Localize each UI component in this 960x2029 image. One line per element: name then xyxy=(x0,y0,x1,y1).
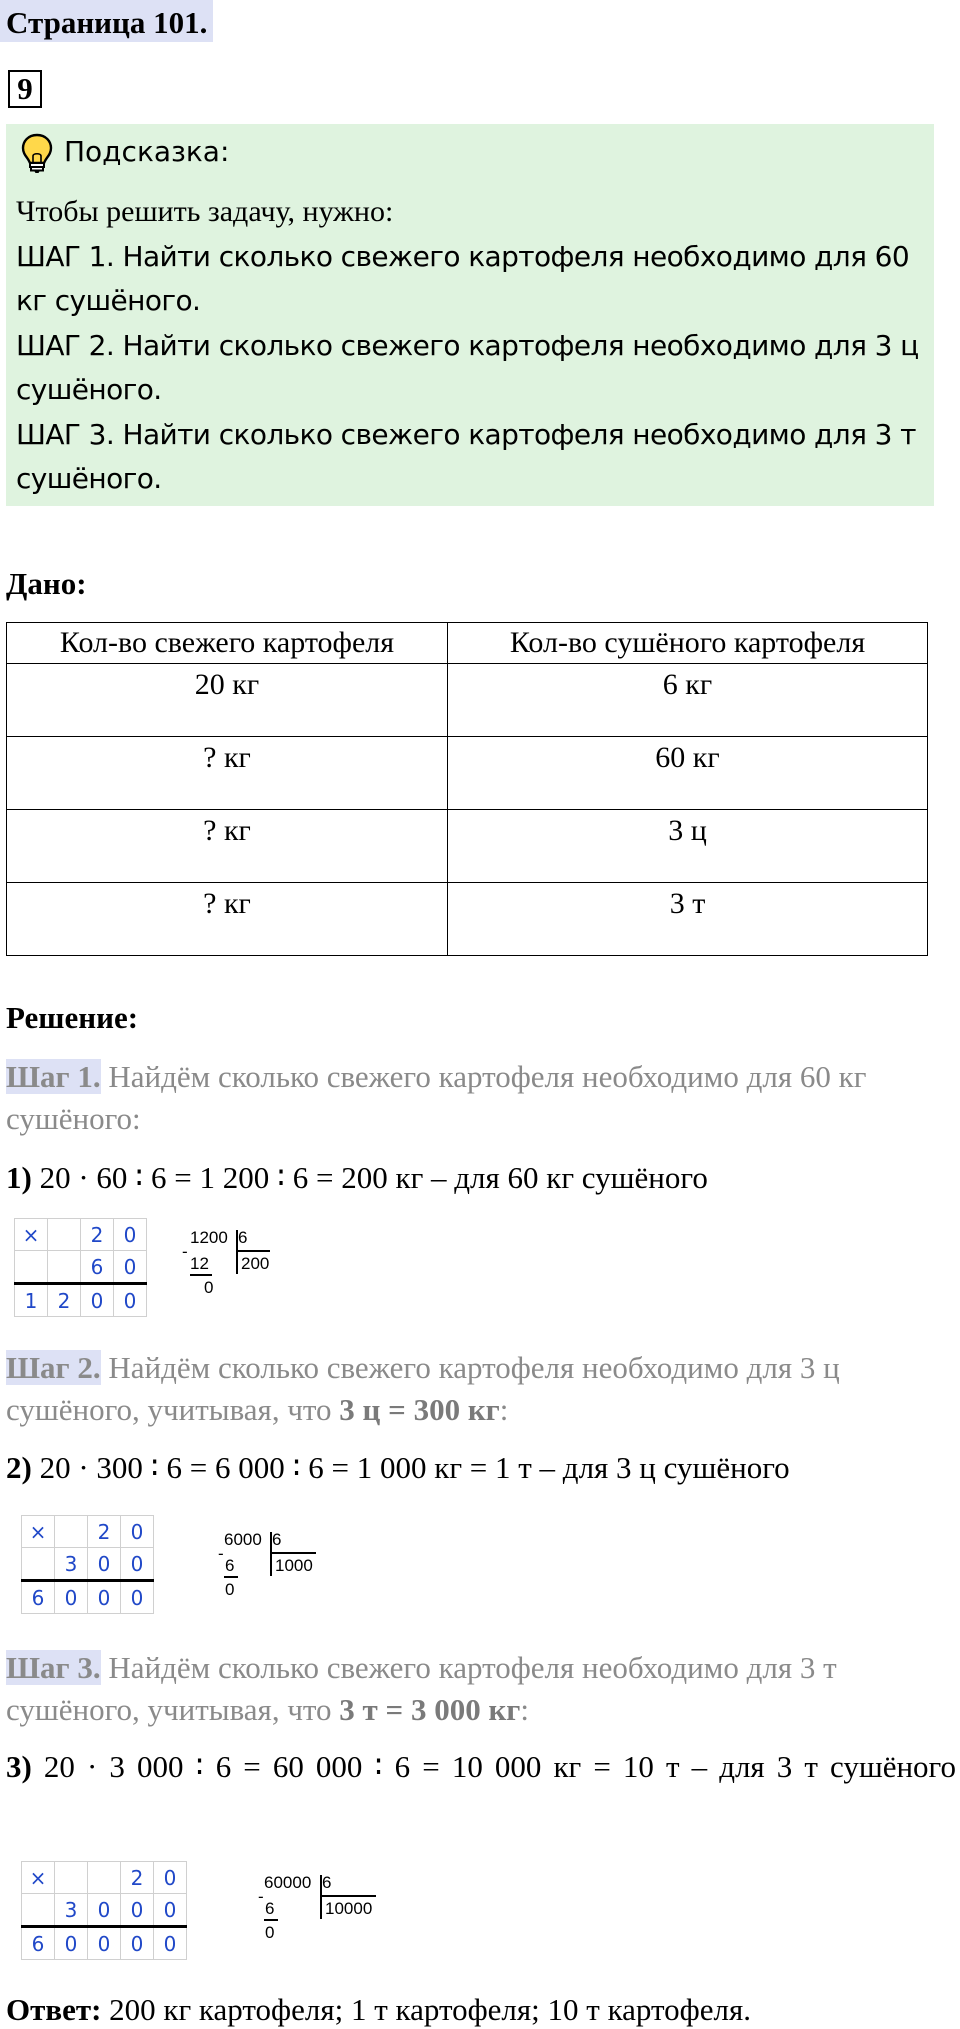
grid-cell xyxy=(55,1862,88,1894)
grid-cell: 2 xyxy=(81,1219,114,1251)
grid-cell: 0 xyxy=(154,1894,187,1927)
table-cell: 3 т xyxy=(448,883,928,956)
given-table xyxy=(6,622,928,956)
division-bracket-line xyxy=(320,1875,322,1919)
calc-expression: 20 · 60 ∶ 6 = 1 200 ∶ 6 = 200 кг – для 60 кг сушёного xyxy=(31,1160,708,1195)
calc-number: 1) xyxy=(6,1160,32,1195)
division-dividend: 60000 xyxy=(264,1873,312,1892)
solution-heading: Решение: xyxy=(6,1000,139,1035)
grid-cell: 0 xyxy=(114,1251,147,1284)
step-label: Шаг 1. xyxy=(6,1059,101,1094)
grid-cell: 0 xyxy=(88,1548,121,1581)
grid-cell: 0 xyxy=(88,1581,121,1614)
table-cell: 60 кг xyxy=(448,737,928,810)
answer-label: Ответ: xyxy=(6,1992,102,2027)
solution-step-2-text xyxy=(6,1347,956,1431)
calc-number: 2) xyxy=(6,1450,32,1485)
grid-cell: 3 xyxy=(55,1548,88,1581)
grid-cell: 0 xyxy=(55,1927,88,1960)
hint-step xyxy=(16,324,926,413)
table-cell: 20 кг xyxy=(7,664,448,737)
grid-cell: × xyxy=(15,1219,48,1251)
minus-sign: - xyxy=(182,1242,188,1261)
grid-cell: × xyxy=(22,1516,55,1548)
division-bracket-line xyxy=(270,1552,316,1554)
division-underline xyxy=(224,1576,238,1578)
page-title: Страница 101. xyxy=(0,0,213,42)
multiplication-grid xyxy=(21,1861,187,1960)
division-bracket-line xyxy=(320,1895,376,1897)
grid-cell: 0 xyxy=(154,1862,187,1894)
grid-cell: 0 xyxy=(121,1927,154,1960)
task-number: 9 xyxy=(8,70,42,108)
table-row xyxy=(7,664,928,737)
step-conversion: 3 т = 3 000 кг xyxy=(339,1692,521,1727)
grid-cell: 6 xyxy=(81,1251,114,1284)
minus-sign: - xyxy=(218,1544,224,1563)
grid-cell: 0 xyxy=(55,1581,88,1614)
division-dividend: 1200 xyxy=(190,1228,228,1247)
table-row xyxy=(7,737,928,810)
grid-cell: 0 xyxy=(154,1927,187,1960)
grid-cell: 0 xyxy=(88,1894,121,1927)
division-quotient: 10000 xyxy=(325,1899,373,1918)
table-cell: ? кг xyxy=(7,883,448,956)
division-subtrahend: 12 xyxy=(190,1254,209,1273)
table-cell: ? кг xyxy=(7,810,448,883)
calc-expression: 20 · 3 000 ∶ 6 = 60 000 ∶ 6 = 10 000 кг = 10 т – для 3 т сушёного xyxy=(31,1749,956,1784)
division-underline xyxy=(190,1274,212,1276)
division-subtrahend: 6 xyxy=(265,1899,275,1918)
step-conversion: 3 ц = 300 кг xyxy=(339,1392,500,1427)
solution-step-3-text xyxy=(6,1647,956,1731)
grid-cell: 0 xyxy=(121,1548,154,1581)
grid-cell xyxy=(48,1251,81,1284)
given-heading: Дано: xyxy=(6,566,87,601)
division-divisor: 6 xyxy=(272,1530,282,1549)
grid-cell: 0 xyxy=(121,1516,154,1548)
hint-box xyxy=(6,124,934,506)
hint-step xyxy=(16,235,926,324)
grid-cell xyxy=(55,1516,88,1548)
division-quotient: 1000 xyxy=(275,1556,313,1575)
hint-intro: Чтобы решить задачу, нужно: xyxy=(16,195,394,228)
grid-cell xyxy=(22,1548,55,1581)
lightbulb-icon xyxy=(20,132,54,174)
table-header-row xyxy=(7,623,928,664)
step-text: : xyxy=(499,1392,509,1427)
calc-number: 3) xyxy=(6,1749,32,1784)
grid-cell: 0 xyxy=(121,1894,154,1927)
division-underline xyxy=(264,1919,278,1921)
division-divisor: 6 xyxy=(322,1873,332,1892)
table-header: Кол-во свежего картофеля xyxy=(7,623,448,664)
multiplication-grid xyxy=(14,1218,147,1317)
answer-text: 200 кг картофеля; 1 т картофеля; 10 т картофеля. xyxy=(101,1992,751,2027)
grid-cell xyxy=(22,1894,55,1927)
hint-step-text: Найти сколько свежего картофеля необходимо для 3 ц сушёного. xyxy=(16,328,919,406)
division-subtrahend: 6 xyxy=(225,1556,235,1575)
grid-cell: 0 xyxy=(114,1219,147,1251)
grid-cell: × xyxy=(22,1862,55,1894)
minus-sign: - xyxy=(258,1887,264,1906)
grid-cell: 0 xyxy=(88,1927,121,1960)
grid-cell: 2 xyxy=(121,1862,154,1894)
answer xyxy=(6,1992,751,2028)
division-dividend: 6000 xyxy=(224,1530,262,1549)
hint-step-label: ШАГ 3. xyxy=(16,417,115,451)
division-bracket-line xyxy=(236,1230,238,1274)
calc-line-2 xyxy=(6,1447,956,1489)
grid-cell: 2 xyxy=(88,1516,121,1548)
grid-cell: 6 xyxy=(22,1927,55,1960)
table-row xyxy=(7,810,928,883)
grid-cell: 0 xyxy=(114,1284,147,1317)
hint-step-label: ШАГ 2. xyxy=(16,328,115,362)
division-divisor: 6 xyxy=(238,1228,248,1247)
grid-cell xyxy=(88,1862,121,1894)
table-cell: 3 ц xyxy=(448,810,928,883)
grid-cell: 0 xyxy=(81,1284,114,1317)
grid-cell: 2 xyxy=(48,1284,81,1317)
hint-title: Подсказка: xyxy=(64,135,230,168)
grid-cell xyxy=(15,1251,48,1284)
hint-step-text: Найти сколько свежего картофеля необходимо для 3 т сушёного. xyxy=(16,417,916,495)
grid-cell xyxy=(48,1219,81,1251)
solution-step-1-text xyxy=(6,1056,956,1140)
calc-line-3 xyxy=(6,1746,956,1788)
table-cell: 6 кг xyxy=(448,664,928,737)
grid-cell: 6 xyxy=(22,1581,55,1614)
grid-cell: 1 xyxy=(15,1284,48,1317)
grid-cell: 0 xyxy=(121,1581,154,1614)
step-text: Найдём сколько свежего картофеля необходимо для 60 кг сушёного: xyxy=(6,1059,867,1136)
division-bracket-line xyxy=(270,1532,272,1576)
table-row xyxy=(7,883,928,956)
division-bracket-line xyxy=(236,1250,270,1252)
hint-step xyxy=(16,413,926,502)
table-header: Кол-во сушёного картофеля xyxy=(448,623,928,664)
step-text: Найдём сколько свежего картофеля необходимо для 3 т сушёного, учитывая, что xyxy=(6,1650,837,1727)
division-remainder: 0 xyxy=(204,1278,214,1297)
calc-expression: 20 · 300 ∶ 6 = 6 000 ∶ 6 = 1 000 кг = 1 т – для 3 ц сушёного xyxy=(31,1450,790,1485)
hint-body xyxy=(16,190,926,502)
multiplication-grid xyxy=(21,1515,154,1614)
division-remainder: 0 xyxy=(265,1923,275,1942)
step-label: Шаг 2. xyxy=(6,1350,101,1385)
division-remainder: 0 xyxy=(225,1580,235,1599)
division-quotient: 200 xyxy=(241,1254,270,1273)
hint-step-label: ШАГ 1. xyxy=(16,239,115,273)
grid-cell: 3 xyxy=(55,1894,88,1927)
step-text: : xyxy=(520,1692,530,1727)
step-text: Найдём сколько свежего картофеля необходимо для 3 ц сушёного, учитывая, что xyxy=(6,1350,840,1427)
table-cell: ? кг xyxy=(7,737,448,810)
calc-line-1 xyxy=(6,1157,956,1199)
hint-step-text: Найти сколько свежего картофеля необходимо для 60 кг сушёного. xyxy=(16,239,910,317)
step-label: Шаг 3. xyxy=(6,1650,101,1685)
